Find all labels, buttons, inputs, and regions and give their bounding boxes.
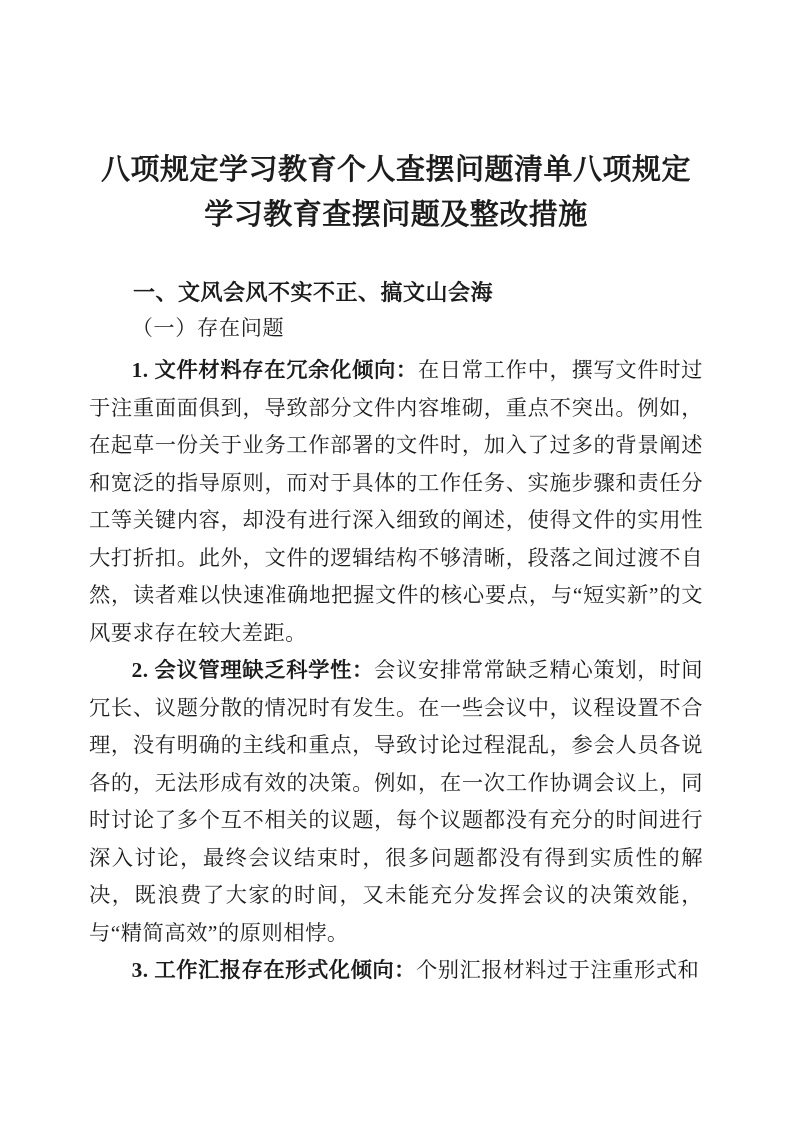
document-title-line2: 学习教育查摆问题及整改措施 [204, 199, 588, 231]
paragraph-text: 在日常工作中，撰写文件时过于注重面面俱到，导致部分文件内容堆砌，重点不突出。例如，在起草一份关于业务工作部署的文件时，加入了过多的背景阐述和宽泛的指导原则，而对于具体的工作任务、实施步骤和责任分工等关键内容，却没有进行深入细致的阐述，使得文件的实用性大打折扣。此外，文件的逻辑结构不够清晰，段落之间过渡不自然，读者难以快速准确地把握文件的核心要点，与“短实新”的文风要求存在较大差距。 [89, 358, 703, 645]
document-title [89, 148, 703, 238]
paragraph-lead: 1. 文件材料存在冗余化倾向： [131, 358, 418, 382]
paragraph-lead: 3. 工作汇报存在形式化倾向： [131, 958, 416, 982]
paragraph-lead: 2. 会议管理缺乏科学性： [131, 658, 374, 682]
body-paragraph [89, 652, 703, 952]
body-paragraph [89, 352, 703, 652]
section-heading: 一、文风会风不实不正、搞文山会海 [133, 280, 494, 305]
subsection-heading: （一）存在问题 [131, 316, 285, 340]
paragraph-text: 个别汇报材料过于注重形式和 [415, 958, 700, 982]
paragraph-text: 会议安排常常缺乏精心策划，时间冗长、议题分散的情况时有发生。在一些会议中，议程设置不合理，没有明确的主线和重点，导致讨论过程混乱，参会人员各说各的，无法形成有效的决策。例如，在一次工作协调会议上，同时讨论了多个互不相关的议题，每个议题都没有充分的时间进行深入讨论，最终会议结束时，很多问题都没有得到实质性的解决，既浪费了大家的时间，又未能充分发挥会议的决策效能，与“精简高效”的原则相悖。 [89, 658, 703, 945]
body-paragraph [89, 952, 703, 990]
document-title-line1: 八项规定学习教育个人查摆问题清单八项规定 [100, 154, 691, 186]
